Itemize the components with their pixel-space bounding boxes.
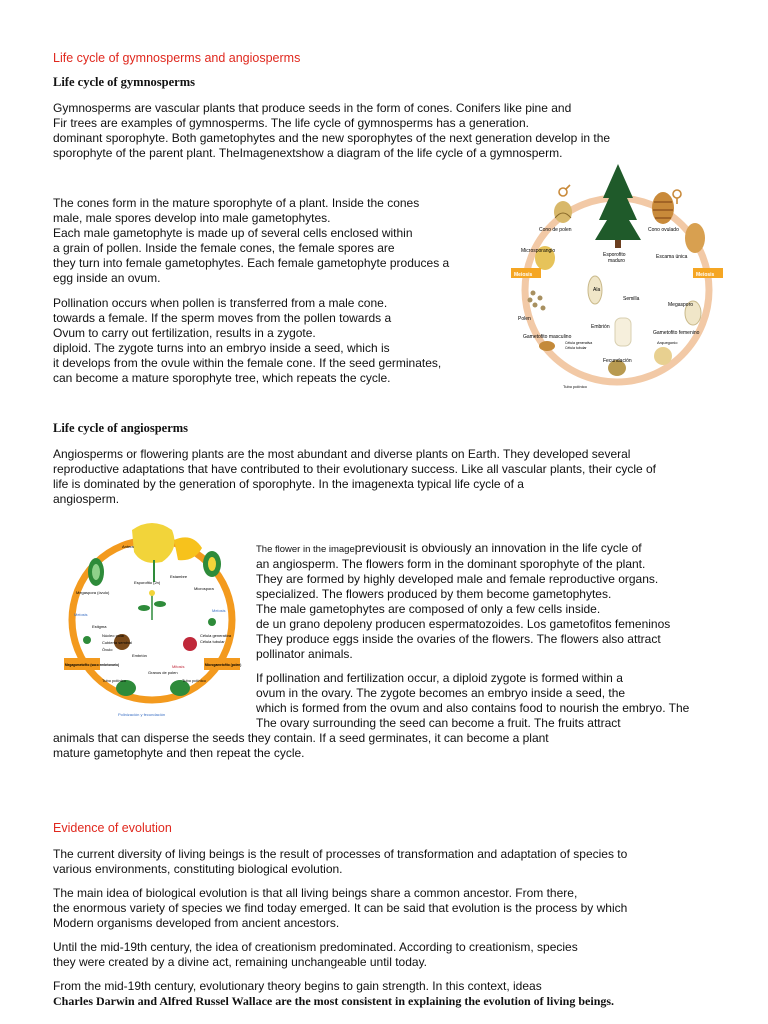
label-generative-cell: Célula generativa [565,341,593,345]
label-mature: maduro [608,258,625,264]
microgametophyte-icon [183,637,197,651]
label-generative-cell: Célula generativa [200,633,232,638]
label-ovule: Óvulo [102,647,113,652]
ovary-icon [88,558,104,586]
pollen-cone-icon [554,201,572,223]
label-embryo: Embrión [591,324,610,330]
label-pollen-cone: Cono de polen [539,227,572,233]
label-meiosis-right: Meiosis [212,608,226,613]
label-tube-cell: Célula tubular [565,346,587,350]
label-archegonium: Arquegonio [657,340,678,345]
embryo-icon [615,318,631,346]
label-pollen-grains: Granos de polen [148,670,178,675]
label-megagametophyte: Megagametofito (saco embrionario) [65,663,120,667]
angiosperms-paragraph-3: If pollination and fertilization occur, a diploid zygote is formed within a ovum in the ovary. The zygote becomes an embryo inside a seed, the which is formed from the ovum and also contains food to nourish the embryo. The The ovary surrounding the seed can become a fruit. The fruits attract [256,671,690,730]
label-stigma: Estigma [92,624,107,629]
label-anther: Antera [122,544,134,549]
label-meiosis-left: Meiosis [74,612,88,617]
label-polar-nucleus: Núcleo polar [102,633,125,638]
label-seed: Semilla [623,296,640,302]
evolution-heading: Evidence of evolution [53,821,172,835]
label-wing: Ala [593,287,601,293]
gymnosperms-paragraph-3: Pollination occurs when pollen is transferred from a male cone. towards a female. If the sperm moves from the pollen towards a Ovum to carry out fertilization, results in a zygote. diploid. The zygote turns into an embryo inside a seed, which is it develops from the ovule within the female cone. If the seed germinates, can become a mature sporophyte tree, which repeats the cycle. [53,296,442,385]
gymnosperms-paragraph-1: Gymnosperms are vascular plants that produce seeds in the form of cones. Conifers like pine and Fir trees are examples of gymnosperms. The life cycle of gymnosperms has a generation. dominant sporophyte. Both gametophytes and the new sporophytes of the next generation develop in the sporophyte of the parent plant. TheImagenextshow a diagram of the life cycle of a gymnosperm. [53,101,611,160]
label-ovulate-cone: Cono ovulado [648,227,679,233]
label-meiosis-right: Meiosis [696,272,715,278]
label-sporophyte: Esporofito (2n) [134,580,161,585]
female-symbol-icon [673,190,681,204]
label-microgametophyte: Microgametofito (polen) [205,663,242,667]
label-meiosis-left: Meiosis [514,272,533,278]
ovulate-cone-icon [652,192,674,224]
megaspore-icon [83,636,91,644]
label-pollen-tube-left: Tubo polínico [102,678,126,683]
pine-tree-icon [595,164,641,248]
evolution-paragraph-3: Until the mid-19th century, the idea of creationism predominated. According to creationism, species they were created by a divine act, remaining unchangeable until today. [53,940,578,969]
flower-icon [132,523,202,582]
label-single-scale: Escama única [656,254,688,260]
label-fertilization: Fecundación [603,358,632,364]
male-symbol-icon [559,185,570,196]
label-megaspore: Megaspora (óvulo) [76,590,110,595]
gymnosperms-heading: Life cycle of gymnosperms [53,75,195,89]
label-seed-coat: Cubierta seminal [102,640,133,645]
anther-icon [203,551,221,577]
label-male-gametophyte: Gametofito masculino [523,334,572,340]
angiosperms-paragraph-3-continued: animals that can disperse the seeds they contain. If a seed germinates, it can become a plant mature gametophyte and then repeat the cycle. [53,731,549,760]
scale-icon [685,223,705,253]
main-heading: Life cycle of gymnosperms and angiosperms [53,51,301,65]
label-stamen: Estambre [170,574,188,579]
label-mitosis: Mitosis [172,664,185,669]
label-megaspore: Megasporo [668,302,694,308]
microspore-icon [208,618,216,626]
gymnosperms-paragraph-2: The cones form in the mature sporophyte of a plant. Inside the cones male, male spores develop into male gametophytes. Each male gametophyte is made up of several cells enclosed within a grain of pollen. Inside the female cones, the female spores are they turn into female gametophytes. Each female gametophyte produces a egg inside an ovum. [53,196,450,285]
label-pollen-tube: Tubo polínico [563,384,587,389]
label-pollen-tube-right: Tubo polínico [182,678,206,683]
label-tube-cell: Célula tubular [200,639,225,644]
label-microsporangium: Microsporangio [521,248,556,254]
evolution-paragraph-4: From the mid-19th century, evolutionary theory begins to gain strength. In this context, ideas Charles Darwin and Alfred Russel Wallace are the most consistent in explaining the evolution of living beings. [53,979,615,1008]
angiosperm-life-cycle-diagram [62,520,244,720]
angiosperms-heading: Life cycle of angiosperms [53,421,189,435]
label-microspore: Microspora [194,586,214,591]
male-gametophyte-icon [539,341,555,351]
label-sporophyte: Esporofito [603,252,626,258]
evolution-paragraph-2: The main idea of biological evolution is that all living beings share a common ancestor. From there, the enormous variety of species we find today emerged. It can be said that evolution is the process by which Modern organisms developed from ancient ancestors. [53,886,628,930]
label-embryo: Embrión [132,653,147,658]
angiosperms-paragraph-1: Angiosperms or flowering plants are the most abundant and diverse plants on Earth. They developed several reproductive adaptations that have contributed to their evolutionary success. Like all vascular plants, their cycle of life is dominated by the generation of sporophyte. In the imagenexta typical life cycle of a angiosperm. [53,447,656,506]
label-female-gametophyte: Gametofito femenino [653,330,700,336]
label-pollen: Polen [518,316,531,322]
plant-icon [138,590,166,620]
angiosperms-paragraph-2: The flower in the imagepreviousit is obviously an innovation in the life cycle of an angiosperm. The flowers form in the dominant sporophyte of the plant. They are formed by highly developed male and female reproductive organs. specialized. The flowers produced by them become gametophytes. The male gametophytes are composed of only a few cells inside. de un grano depoleny producen espermatozoides. Los gametofitos femeninos They produce eggs inside the ovaries of the flowers. The flowers also attract pollinator animals. [256,541,671,661]
gymnosperm-life-cycle-diagram [505,158,730,394]
evolution-paragraph-1: The current diversity of living beings is the result of processes of transformation and adaptation of species to various environments, constituting biological evolution. [53,847,628,876]
female-gametophyte-icon [654,347,672,365]
label-pollination: Polinización y fecundación [118,712,166,717]
